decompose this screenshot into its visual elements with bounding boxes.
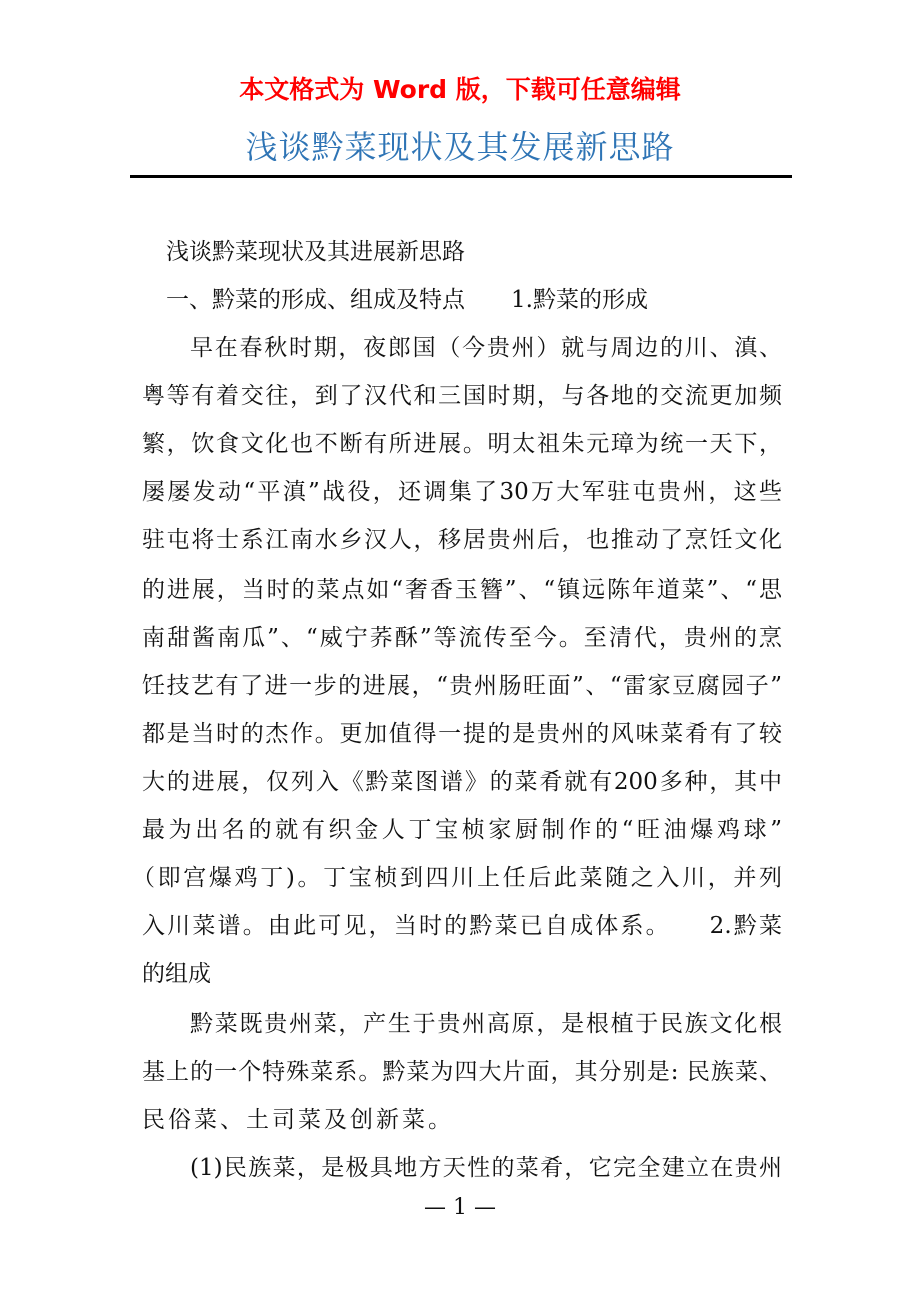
paragraph-line: 的进展，当时的菜点如“奢香玉簪”、“镇远陈年道菜”、“思 (142, 577, 782, 603)
subtitle-line: 浅谈黔菜现状及其进展新思路 (166, 239, 465, 265)
paragraph-line: 大的进展，仅列入《黔菜图谱》的菜肴就有200多种，其中 (142, 769, 782, 795)
paragraph-line: 粤等有着交往，到了汉代和三国时期，与各地的交流更加频 (142, 383, 782, 409)
paragraph-line: 入川菜谱。由此可见，当时的黔菜已自成体系。 2.黔菜 (142, 913, 782, 939)
paragraph-line: 屡屡发动“平滇”战役，还调集了30万大军驻屯贵州，这些 (142, 479, 782, 505)
paragraph-line: 驻屯将士系江南水乡汉人，移居贵州后，也推动了烹饪文化 (142, 527, 782, 553)
paragraph-line: 民俗菜、土司菜及创新菜。 (142, 1107, 454, 1133)
paragraph-line: （即宫爆鸡丁)。丁宝桢到四川上任后此菜随之入川，并列 (132, 865, 782, 891)
title-divider (130, 175, 792, 178)
format-notice-banner: 本文格式为 Word 版，下载可任意编辑 (239, 75, 681, 104)
paragraph-line: 的组成 (142, 961, 211, 987)
paragraph-line: 饪技艺有了进一步的进展，“贵州肠旺面”、“雷家豆腐园子” (142, 673, 782, 699)
paragraph-line: 基上的一个特殊菜系。黔菜为四大片面，其分别是: 民族菜、 (142, 1059, 782, 1085)
paragraph-line: 早在春秋时期，夜郎国（今贵州）就与周边的川、滇、 (190, 335, 782, 361)
document-title: 浅谈黔菜现状及其发展新思路 (245, 128, 675, 166)
paragraph-line: 黔菜既贵州菜，产生于贵州高原，是根植于民族文化根 (190, 1011, 782, 1037)
paragraph-line: 最为出名的就有织金人丁宝桢家厨制作的“旺油爆鸡球” (142, 817, 782, 843)
paragraph-line: (1)民族菜，是极具地方天性的菜肴，它完全建立在贵州 (190, 1155, 782, 1181)
paragraph-line: 南甜酱南瓜”、“威宁荞酥”等流传至今。至清代，贵州的烹 (142, 625, 782, 651)
paragraph-line: 繁，饮食文化也不断有所进展。明太祖朱元璋为统一天下， (142, 431, 782, 457)
section-heading: 一、黔菜的形成、组成及特点 1.黔菜的形成 (166, 287, 648, 313)
paragraph-line: 都是当时的杰作。更加值得一提的是贵州的风味菜肴有了较 (142, 721, 782, 747)
page-number: — 1 — (424, 1195, 496, 1220)
